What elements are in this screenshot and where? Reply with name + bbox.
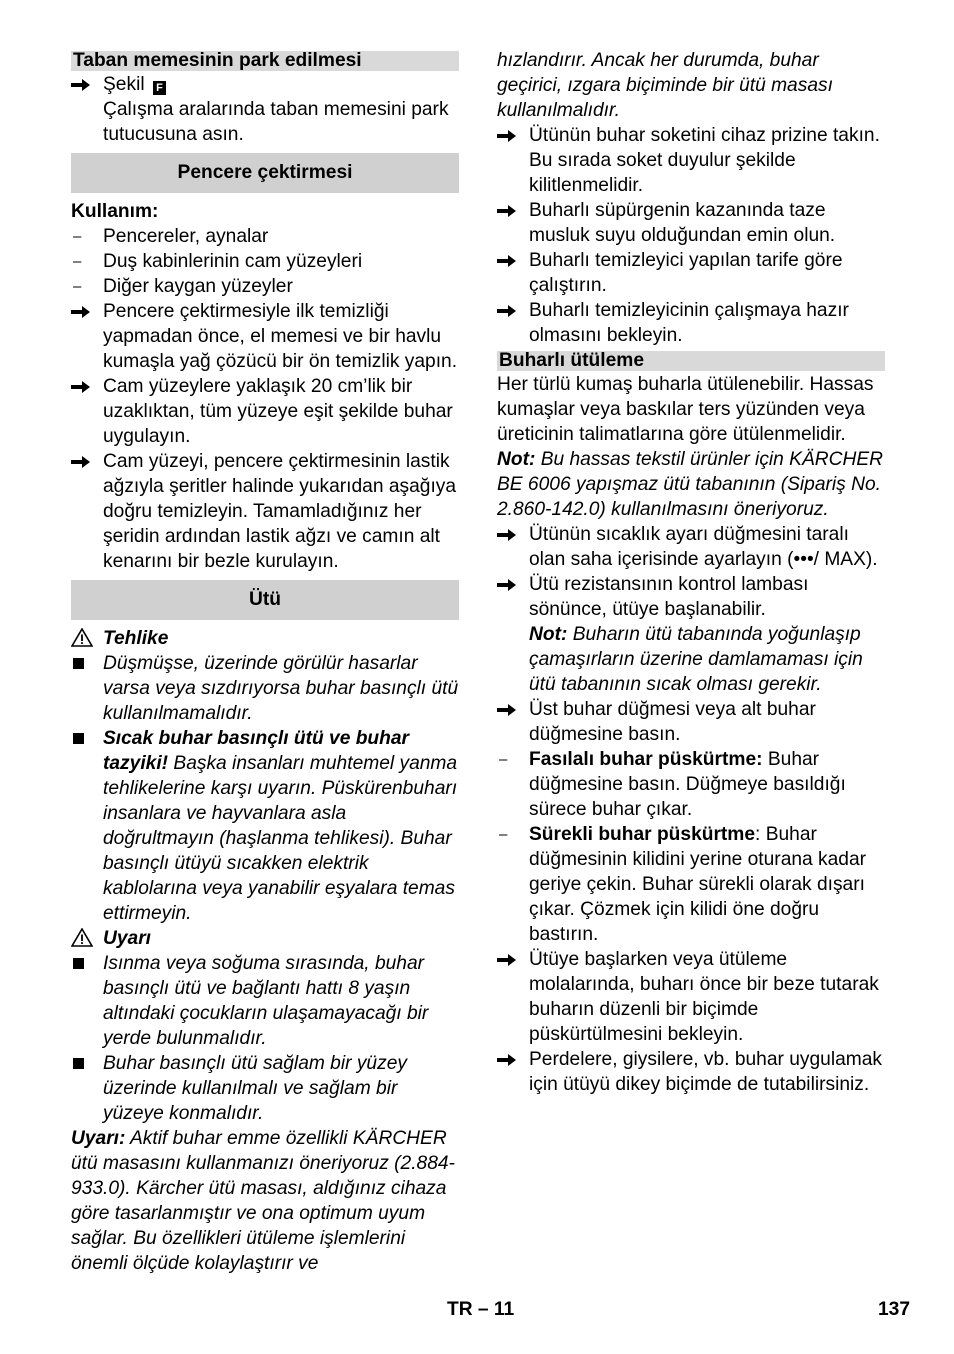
right-column xyxy=(497,48,885,1097)
steam-ironing-note: Not: Bu hassas tekstil ürünler için KÄRCHER BE 6006 yapışmaz ütü tabanının (Sipariş No. 2.860-142.0) kullanılmasını öneriyoruz. xyxy=(497,449,883,520)
list-item: – Pencereler, aynalar xyxy=(73,226,269,247)
dash-icon: – xyxy=(73,253,82,270)
danger-heading: Tehlike xyxy=(71,626,459,651)
instruction-step: Buharlı temizleyicinin çalışmaya hazır olmasını bekleyin. xyxy=(497,298,885,348)
bullet-square-icon xyxy=(71,951,99,976)
bullet-square-icon xyxy=(71,726,99,751)
instruction-step: Pencere çektirmesiyle ilk temizliği yapmadan önce, el memesi ve bir havlu kumaşla yağ çözücü bir ön temizlik yapın. xyxy=(71,299,459,374)
arrow-right-icon xyxy=(71,449,99,474)
arrow-right-icon xyxy=(497,572,525,597)
instruction-step: Cam yüzeyi, pencere çektirmesinin lastik ağzıyla şeritler halinde yukarıdan aşağıya doğru temizleyin. Tamamladığınız her şeridin ardından lastik ağzı ve camın alt kenarını bir bezle kurulayın. xyxy=(71,449,459,574)
arrow-right-icon xyxy=(497,947,525,972)
footer-section-label: TR – 11 xyxy=(447,1299,515,1320)
instruction-step: Perdelere, giysilere, vb. buhar uygulamak için ütüyü dikey biçimde de tutabilirsiniz. xyxy=(497,1047,885,1097)
section-heading-steam-ironing: Buharlı ütüleme xyxy=(497,351,885,371)
dash-icon: – xyxy=(499,826,508,843)
steam-ironing-intro: Her türlü kumaş buharla ütülenebilir. Hassas kumaşlar veya baskılar ters yüzünden veya üreticinin talimatlarına göre ütülenmelidir. xyxy=(497,374,874,445)
arrow-right-icon xyxy=(497,697,525,722)
section-heading-parking: Taban memesinin park edilmesi xyxy=(71,51,459,71)
instruction-step: Ütünün buhar soketini cihaz prizine takın. Bu sırada soket duyulur şekilde kilitlenmelidir. xyxy=(497,123,885,198)
list-item: – Duş kabinlerinin cam yüzeyleri xyxy=(73,251,363,272)
instruction-step: Üst buhar düğmesi veya alt buhar düğmesine basın. xyxy=(497,697,885,747)
arrow-right-icon xyxy=(497,123,525,148)
left-column xyxy=(71,48,459,1276)
continued-text: hızlandırır. Ancak her durumda, buhar geçirici, ızgara biçiminde bir ütü masası kullanılmalıdır. xyxy=(497,50,833,121)
page-number: 137 xyxy=(878,1299,911,1320)
figure-letter-badge: F xyxy=(153,81,166,95)
ironing-board-note: Uyarı: Aktif buhar emme özellikli KÄRCHER ütü masasını kullanmanızı öneriyoruz (2.884-933.0). Kärcher ütü masası, aldığınız cihaza göre tasarlanmıştır ve ona optimum uyum sağlar. Bu özellikleri ütüleme işlemlerini önemli ölçüde kolaylaştırır ve xyxy=(71,1128,455,1274)
bullet-square-icon xyxy=(71,1051,99,1076)
instruction-step: Ütüye başlarken veya ütüleme molalarında, buharı önce bir beze tutarak buharın düzenli bir biçimde püskürtülmesini bekleyin. xyxy=(497,947,885,1047)
arrow-right-icon xyxy=(71,374,99,399)
arrow-right-icon xyxy=(497,1047,525,1072)
instruction-step: Ütünün sıcaklık ayarı düğmesini taralı olan saha içerisinde ayarlayın (•••/ MAX). xyxy=(497,522,885,572)
dash-icon: – xyxy=(499,751,508,768)
figure-reference: Şekil xyxy=(103,74,145,95)
step-note: Not: Buharın ütü tabanında yoğunlaşıp çamaşırların üzerine damlamaması için ütü tabanının sıcak olması gerekir. xyxy=(529,624,863,695)
warning-item: Isınma veya soğuma sırasında, buhar basınçlı ütü ve bağlantı hattı 8 yaşın altındaki çocukların ulaşamayacağı bir yerde bulunmalıdır. xyxy=(71,951,459,1051)
list-item: – Fasılalı buhar püskürtme: Buhar düğmesine basın. Düğmeye basıldığı sürece buhar çıkar. xyxy=(499,749,846,820)
danger-item: Düşmüşse, üzerinde görülür hasarlar varsa veya sızdırıyorsa buhar basınçlı ütü kullanılmamalıdır. xyxy=(71,651,459,726)
parking-text: Çalışma aralarında taban memesini park tutucusuna asın. xyxy=(103,99,449,145)
warning-item: Buhar basınçlı ütü sağlam bir yüzey üzerinde kullanılmalı ve sağlam bir yüzeye konmalıdır. xyxy=(71,1051,459,1126)
instruction-step: Ütü rezistansının kontrol lambası sönünce, ütüye başlanabilir. Not: Buharın ütü tabanında yoğunlaşıp çamaşırların üzerine damlamaması için ütü tabanının sıcak olması gerekir. xyxy=(497,572,885,697)
section-heading-iron: Ütü xyxy=(71,580,459,620)
dash-icon: – xyxy=(73,278,82,295)
bullet-square-icon xyxy=(71,651,99,676)
list-item: – Diğer kaygan yüzeyler xyxy=(73,276,293,297)
arrow-right-icon xyxy=(497,198,525,223)
arrow-right-icon xyxy=(71,299,99,324)
warning-heading: Uyarı xyxy=(71,926,459,951)
dash-icon: – xyxy=(73,228,82,245)
arrow-right-icon xyxy=(71,72,99,97)
instruction-step: Buharlı süpürgenin kazanında taze musluk suyu olduğundan emin olun. xyxy=(497,198,885,248)
section-heading-window: Pencere çektirmesi xyxy=(71,153,459,193)
list-item: – Sürekli buhar püskürtme: Buhar düğmesinin kilidini yerine oturana kadar geriye çekin. Buhar sürekli olarak dışarı çıkar. Çözmek için kilidi öne doğru bastırın. xyxy=(499,824,867,945)
danger-item: Sıcak buhar basınçlı ütü ve buhar tazyiki! Başka insanları muhtemel yanma tehlikelerine karşı uyarın. Püskürenbuharı insanlara ve hayvanlara asla doğrultmayın (haşlanma tehlikesi). Buhar basınçlı ütüyü sıcakken elektrik kablolarına veya yanabilir eşyalara temas ettirmeyin. xyxy=(71,726,459,926)
instruction-step: Cam yüzeylere yaklaşık 20 cm’lik bir uzaklıktan, tüm yüzeye eşit şekilde buhar uygulayın. xyxy=(71,374,459,449)
arrow-right-icon xyxy=(497,522,525,547)
instruction-step: Buharlı temizleyici yapılan tarife göre çalıştırın. xyxy=(497,248,885,298)
parking-instruction xyxy=(71,72,459,147)
arrow-right-icon xyxy=(497,248,525,273)
arrow-right-icon xyxy=(497,298,525,323)
usage-label: Kullanım: xyxy=(71,201,159,222)
